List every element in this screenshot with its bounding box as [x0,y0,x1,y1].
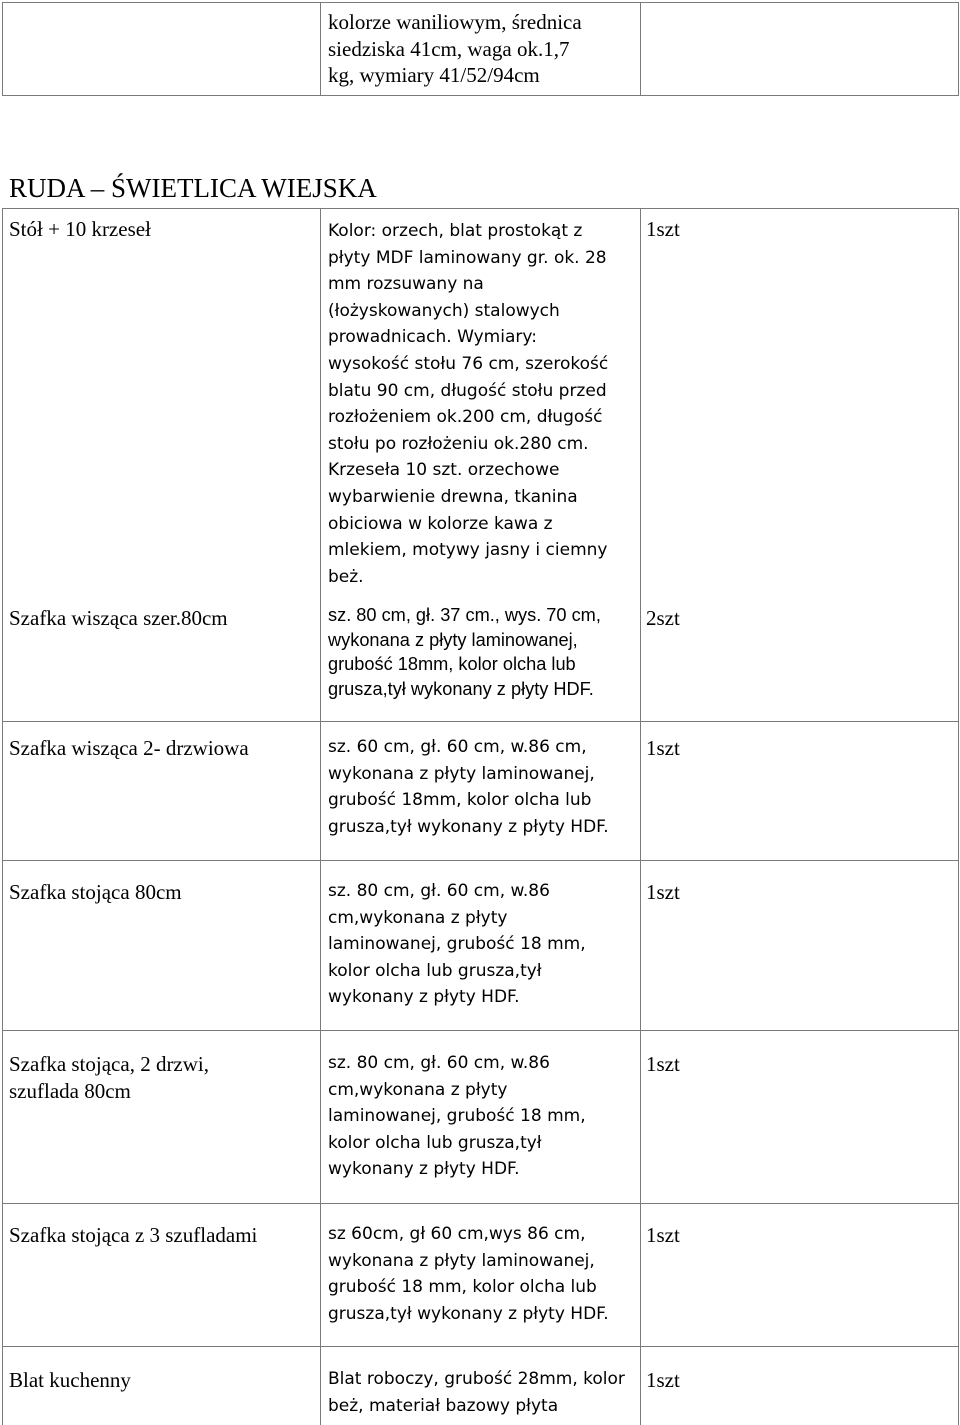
item-description: sz. 60 cm, gł. 60 cm, w.86 cm, wykonana z płyty laminowanej, grubość 18mm, kolor olcha lub grusza,tył wykonany z płyty HDF. [328,737,609,837]
table-border-col [320,2,321,95]
item-name: Szafka stojąca z 3 szufladami [9,1223,258,1247]
item-name: Blat kuchenny [9,1368,131,1392]
table-border-col [320,208,321,1425]
item-name: Stół + 10 krzeseł [9,217,151,241]
item-description: Kolor: orzech, blat prostokąt z płyty MDF laminowany gr. ok. 28 mm rozsuwany na (łożyskowanych) stalowych prowadnicach. Wymiary: wysokość stołu 76 cm, szerokość blatu 90 cm, długość stołu przed rozłożeniem ok.200 cm, długość stołu po rozłożeniu ok.280 cm. Krzeseła 10 szt. orzechowe wybarwienie drewna, tkanina obiciowa w kolorze kawa z mlekiem, motywy jasny i ciemny beż. [328,221,609,587]
table-border-row [2,860,959,861]
item-quantity: 1szt [646,736,680,760]
item-description: sz. 80 cm, gł. 60 cm, w.86 cm,wykonana z płyty laminowanej, grubość 18 mm, kolor olcha lub grusza,tył wykonany z płyty HDF. [328,1053,586,1180]
table-border-left [2,2,3,95]
table-border-row [2,1030,959,1031]
section-title: RUDA – ŚWIETLICA WIEJSKA [9,173,377,203]
table-border-right [958,208,959,1425]
item-quantity: 1szt [646,1368,680,1392]
table-border-row [2,1203,959,1204]
item-quantity: 1szt [646,1052,680,1076]
item-description: Blat roboczy, grubość 28mm, kolor beż, materiał bazowy płyta [328,1369,625,1416]
table-border-right [958,2,959,95]
item-quantity: 1szt [646,217,680,241]
item-quantity: 2szt [646,606,680,630]
table-border-section [2,208,959,209]
table-border-row [2,721,959,722]
item-name: Szafka stojąca, 2 drzwi, szuflada 80cm [9,1052,210,1103]
item-quantity: 1szt [646,1223,680,1247]
item-quantity: 1szt [646,880,680,904]
continued-description: kolorze waniliowym, średnica siedziska 41cm, waga ok.1,7 kg, wymiary 41/52/94cm [328,10,582,87]
item-description: sz. 80 cm, gł. 37 cm., wys. 70 cm, wykonana z płyty laminowanej, grubość 18mm, kolor olcha lub grusza,tył wykonany z płyty HDF. [328,605,601,699]
item-name: Szafka wisząca 2- drzwiowa [9,736,249,760]
item-name: Szafka wisząca szer.80cm [9,606,228,630]
table-border-col [640,2,641,95]
table-border-col [640,208,641,1425]
table-border-top-row-bottom [2,95,959,96]
item-description: sz 60cm, gł 60 cm,wys 86 cm, wykonana z płyty laminowanej, grubość 18 mm, kolor olcha lub grusza,tył wykonany z płyty HDF. [328,1224,609,1324]
item-name: Szafka stojąca 80cm [9,880,182,904]
table-border-left [2,208,3,1425]
table-border-top [2,2,959,3]
item-description: sz. 80 cm, gł. 60 cm, w.86 cm,wykonana z płyty laminowanej, grubość 18 mm, kolor olcha lub grusza,tył wykonany z płyty HDF. [328,881,586,1008]
table-border-row [2,1346,959,1347]
